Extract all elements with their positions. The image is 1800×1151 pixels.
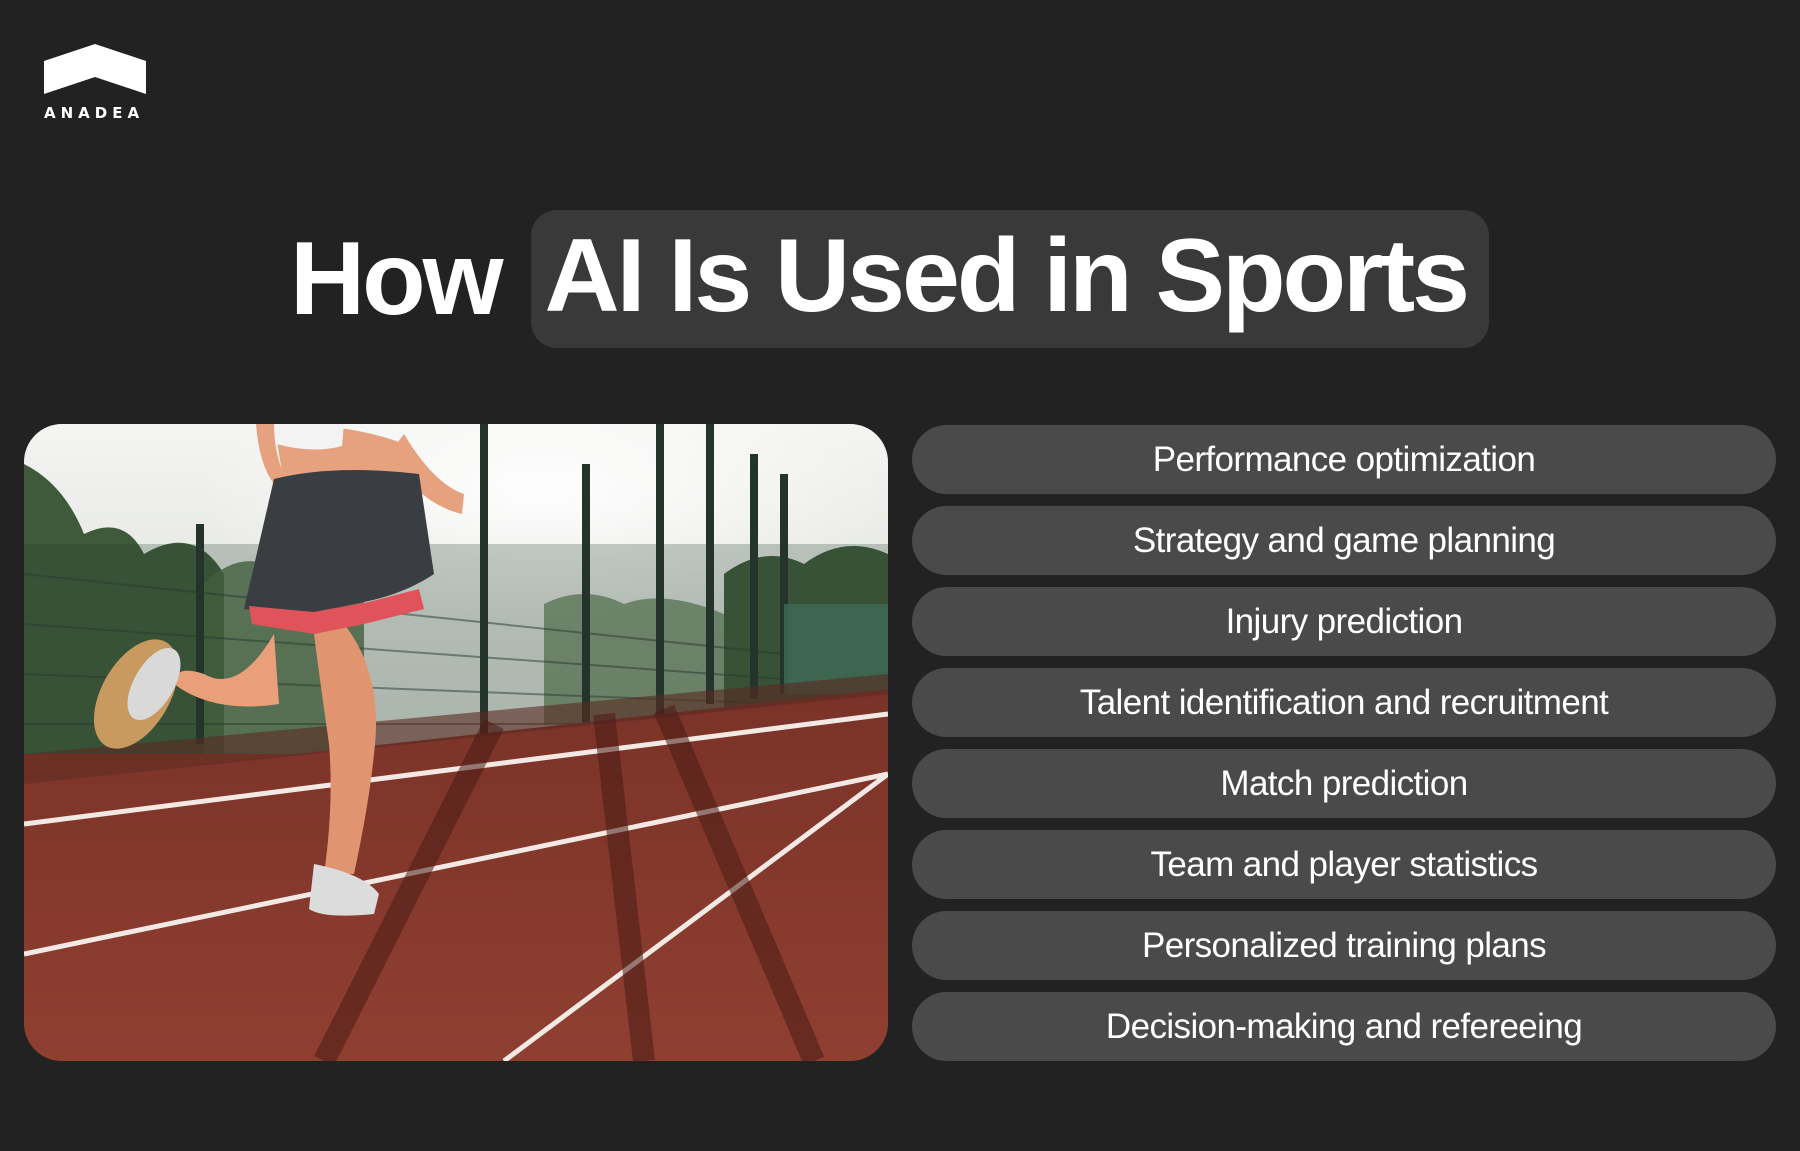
- list-item-match-prediction: Match prediction: [912, 749, 1776, 818]
- list-item-decision-making-refereeing: Decision-making and refereeing: [912, 992, 1776, 1061]
- ai-uses-list: [912, 425, 1776, 1061]
- runner-illustration: [24, 424, 888, 1061]
- roof-icon: [44, 44, 146, 94]
- list-item-talent-identification: Talent identification and recruitment: [912, 668, 1776, 737]
- runner-on-track-photo: [24, 424, 888, 1061]
- page-title: [290, 210, 1489, 348]
- list-item-personalized-training: Personalized training plans: [912, 911, 1776, 980]
- title-highlight: AI Is Used in Sports: [531, 210, 1489, 348]
- list-item-strategy-and-game-planning: Strategy and game planning: [912, 506, 1776, 575]
- brand-logo[interactable]: [44, 44, 148, 122]
- list-item-performance-optimization: Performance optimization: [912, 425, 1776, 494]
- title-prefix: How: [290, 220, 501, 337]
- list-item-team-player-statistics: Team and player statistics: [912, 830, 1776, 899]
- list-item-injury-prediction: Injury prediction: [912, 587, 1776, 656]
- brand-name: ANADEA: [44, 104, 145, 122]
